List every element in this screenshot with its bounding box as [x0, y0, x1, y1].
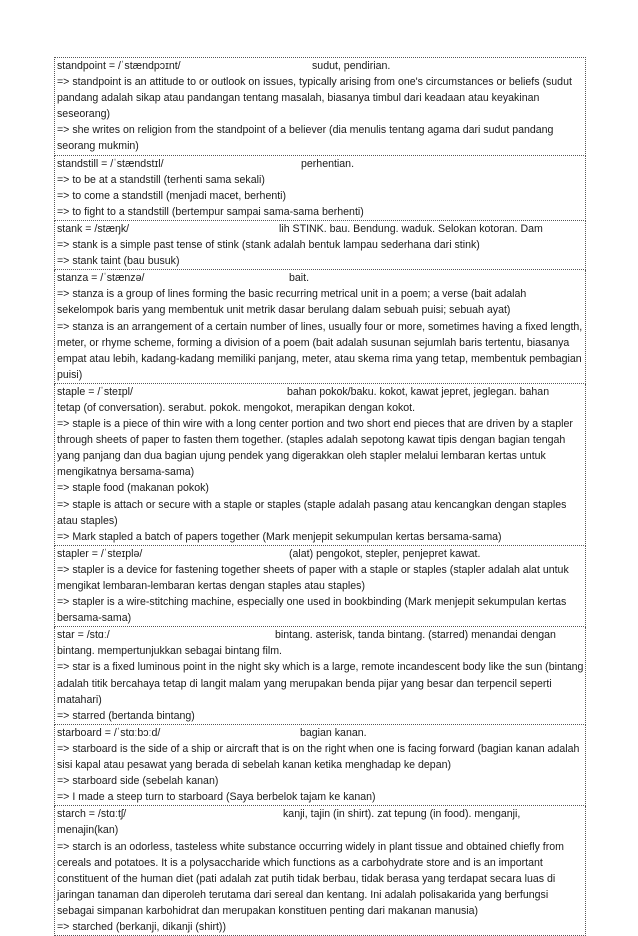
entry-headline — [57, 806, 584, 822]
entry-term: standpoint = /ˈstændpɔɪnt/ — [57, 60, 181, 72]
entry-stanza — [54, 270, 586, 384]
entry-line: => star is a fixed luminous point in the night sky which is a large, remote incandescent body like the sun (bintang adalah titik bercahaya tetap di langit malam yang merupakan benda pijar yang besar dan terpencil seperti matahari) — [57, 661, 584, 706]
entry-headline — [57, 627, 584, 643]
entry-standstill — [54, 156, 586, 221]
entry-star — [54, 627, 586, 725]
entry-line: => Mark stapled a batch of papers together (Mark menjepit sekumpulan kertas bersama-sama) — [57, 530, 502, 543]
entry-line: => starred (bertanda bintang) — [57, 709, 195, 722]
entry-line: => starch is an odorless, tasteless white substance occurring widely in plant tissue and obtained chiefly from cereals and potatoes. It is a polysaccharide which functions as a carbohydrate store and is an important constituent of the human diet (pati adalah zat putih tidak berbau, tidak berasa yang terdapat secara luas di jaringan tanaman dan diperoleh terutama dari sereal dan kentang. Ini adalah polisakarida yang berfungsi sebagai simpanan karbohidrat dan merupakan konstituen penting dari makanan manusia) — [57, 840, 564, 917]
entry-gloss: bintang. asterisk, tanda bintang. (starred) menandai dengan — [275, 629, 556, 642]
entry-headline — [57, 221, 584, 237]
entry-line: => stanza is a group of lines forming the basic recurring metrical unit in a poem; a verse (bait adalah sekelompok baris yang membentuk unit metrik dasar berulang dalam sebuah puisi; sebuah ayat) — [57, 288, 527, 317]
entry-starch — [54, 806, 586, 936]
entry-line: => to come a standstill (menjadi macet, berhenti) — [57, 189, 287, 202]
entry-line: => she writes on religion from the standpoint of a believer (dia menulis tentang agama dari sudut pandang seorang mukmin) — [57, 124, 554, 153]
entry-line: => to fight to a standstill (bertempur sampai sama-sama berhenti) — [57, 205, 364, 218]
entry-standpoint — [54, 57, 586, 156]
entry-term: star = /stɑː/ — [57, 629, 110, 642]
entry-line: => stank is a simple past tense of stink (stank adalah bentuk lampau sederhana dari stink) — [57, 239, 480, 252]
entry-line: => starched (berkanji, dikanji (shirt)) — [57, 920, 226, 933]
entry-line: => to be at a standstill (terhenti sama sekali) — [57, 173, 265, 186]
entry-headline — [57, 384, 584, 400]
entry-staple — [54, 384, 586, 546]
entry-term: stapler = /ˈsteɪplə/ — [57, 547, 143, 560]
entry-headline — [57, 270, 584, 286]
entry-gloss: bagian kanan. — [300, 726, 367, 739]
entry-stapler — [54, 546, 586, 627]
entry-term: stank = /stæŋk/ — [57, 222, 130, 235]
entry-gloss: bahan pokok/baku. kokot, kawat jepret, jeglegan. bahan — [287, 385, 550, 398]
entry-line: => I made a steep turn to starboard (Saya berbelok tajam ke kanan) — [57, 791, 376, 804]
entry-headline — [57, 156, 584, 172]
entry-line: => starboard is the side of a ship or aircraft that is on the right when one is facing forward (bagian kanan adalah sisi kapal atau pesawat yang berada di sebelah kanan ketika menghadap ke depan) — [57, 742, 580, 772]
entry-starboard — [54, 725, 586, 806]
entry-term: stanza = /ˈstænzə/ — [57, 272, 145, 285]
dictionary-page — [54, 57, 586, 936]
entry-line: bintang. mempertunjukkan sebagai bintang film. — [57, 645, 282, 658]
entry-line: => staple food (makanan pokok) — [57, 482, 209, 495]
entry-line: => starboard side (sebelah kanan) — [57, 775, 219, 788]
entry-line: => stapler is a wire-stitching machine, especially one used in bookbinding (Mark menjepit sekumpulan kertas bersama-sama) — [57, 596, 567, 625]
entry-term: staple = /ˈsteɪpl/ — [57, 385, 133, 398]
entry-stank — [54, 221, 586, 270]
entry-gloss: (alat) pengokot, stepler, penjepret kawat. — [289, 547, 481, 560]
entry-gloss: lih STINK. bau. Bendung. waduk. Selokan kotoran. Dam — [279, 222, 543, 235]
entry-line: => staple is attach or secure with a staple or staples (staple adalah pasang atau kencangkan dengan staples atau staples) — [57, 498, 567, 527]
entry-gloss: kanji, tajin (in shirt). zat tepung (in food). menganji, — [283, 808, 521, 821]
entry-gloss: perhentian. — [301, 157, 355, 170]
entry-term: starboard = /ˈstɑːbɔːd/ — [57, 726, 161, 739]
entry-line: => stanza is an arrangement of a certain number of lines, usually four or more, sometimes having a fixed length, meter, or rhyme scheme, forming a division of a poem (bait adalah susunan sejumlah baris tertentu, biasanya empat atau lebih, kadang-kadang memiliki panjang, meter, atau skema rima yang tetap, membentuk pembagian puisi) — [57, 320, 583, 381]
entry-line: tetap (of conversation). serabut. pokok. mengokot, merapikan dengan kokot. — [57, 401, 416, 414]
entry-line: menajin(kan) — [57, 824, 119, 837]
entry-headline — [57, 725, 584, 741]
entry-term: standstill = /ˈstændstɪl/ — [57, 157, 164, 170]
entry-line: => staple is a piece of thin wire with a long center portion and two short end pieces that are driven by a stapler through sheets of paper to fasten them together. (staples adalah sepotong kawat tipis dengan bagian tengah yang panjang dan dua bagian ujung pendek yang digerakkan oleh stapler melalui lembaran kertas untuk mengikatnya bersama-sama) — [57, 418, 573, 479]
entry-line: => standpoint is an attitude to or outlook on issues, typically arising from one's circumstances or beliefs (sudut pandang adalah sikap atau pandangan tentang masalah, biasanya timbul dari keadaan atau keyakinan seseorang) — [57, 76, 572, 121]
entry-headline — [57, 58, 584, 74]
entry-term: starch = /stɑːtʃ/ — [57, 808, 127, 821]
entry-gloss: sudut, pendirian. — [312, 60, 391, 72]
entry-line: => stapler is a device for fastening together sheets of paper with a staple or staples (stapler adalah alat untuk mengikat lembaran-lembaran kertas dengan staples atau staples) — [57, 563, 569, 592]
entry-gloss: bait. — [289, 272, 310, 285]
entry-headline — [57, 546, 584, 562]
entry-line: => stank taint (bau busuk) — [57, 255, 180, 268]
